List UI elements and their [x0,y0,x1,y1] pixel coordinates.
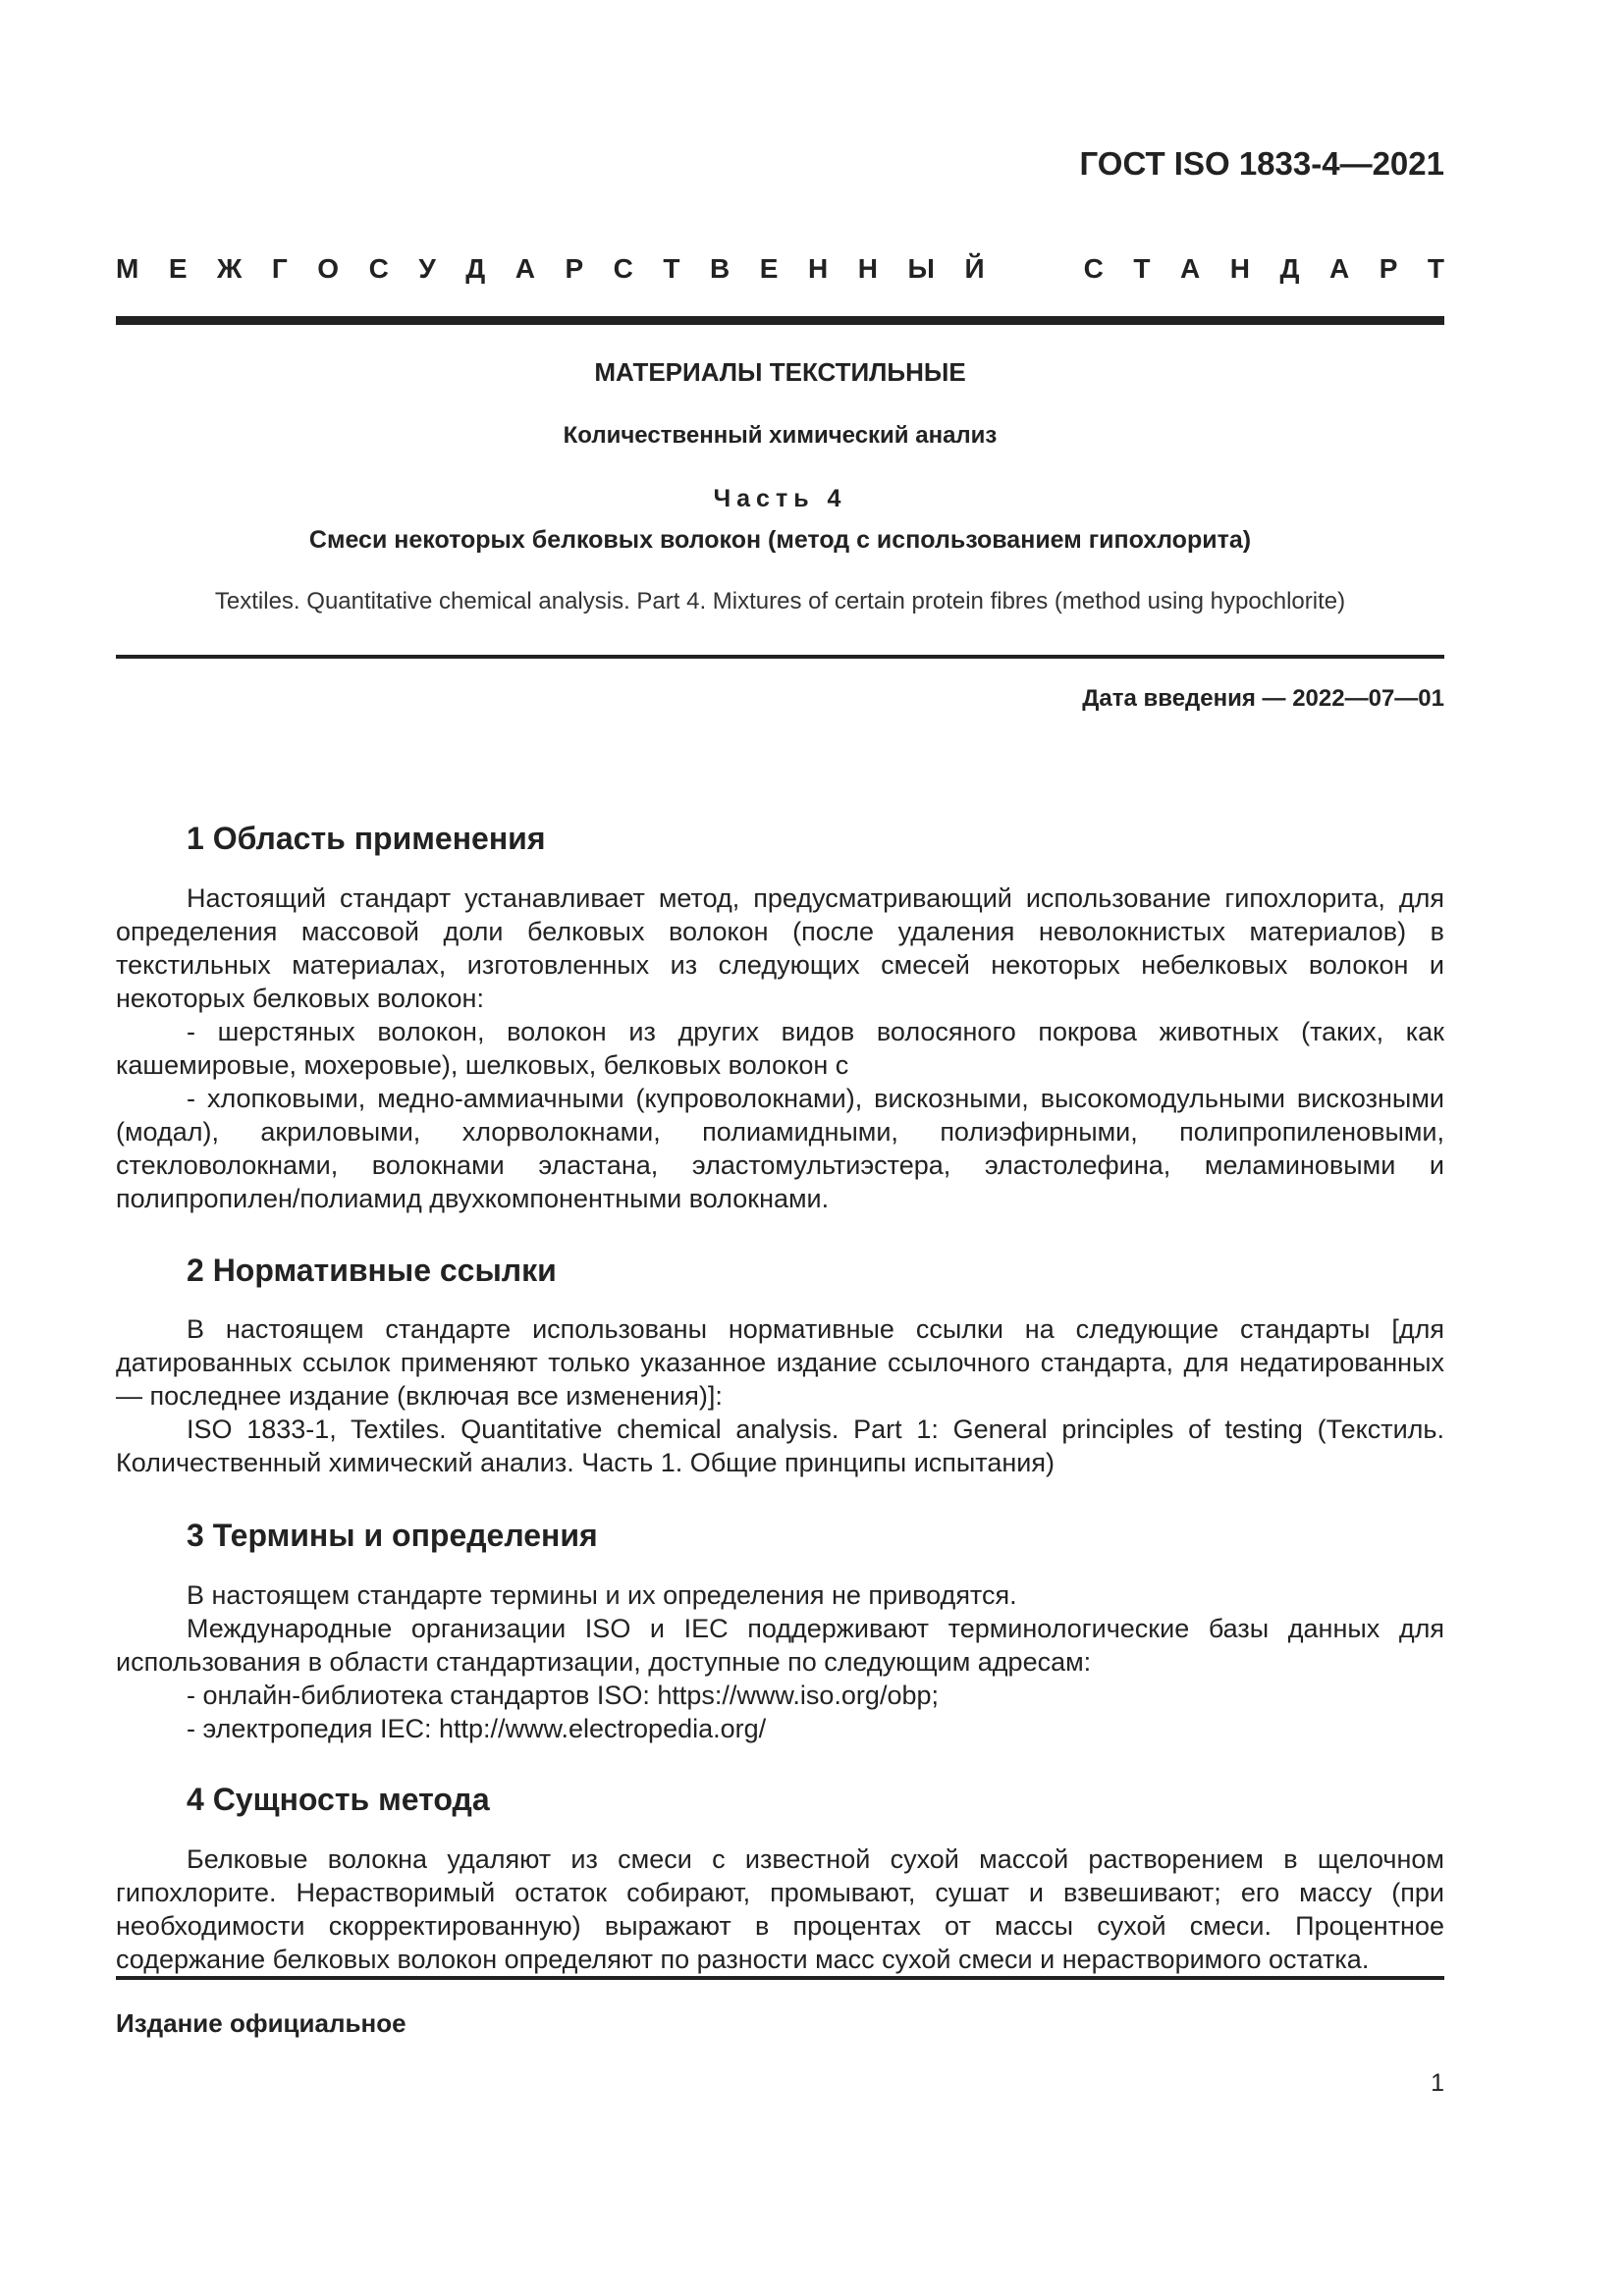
title-rule [116,655,1444,659]
paragraph: Международные организации ISO и IEC поддерживают терминологические базы данных для использования в области стандартизации, доступные по следующим адресам: [116,1614,1444,1677]
document-part-title: Смеси некоторых белковых волокон (метод с использованием гипохлорита) [308,526,1252,554]
section-body [116,881,1444,1215]
category-gap [1014,253,1054,285]
category-letter: Ж [217,253,243,284]
document-subtitle: Количественный химический анализ [563,422,998,449]
section-heading: 4 Сущность метода [187,1782,490,1817]
paragraph: - хлопковыми, медно-аммиачными (купроволокнами), вискозными, высокомодульными вискозными (модал), акриловыми, хлорволокнами, полиамидными, полиэфирными, полипропиленовыми, стекловолокнами, волокнами эластана, эластомультиэстера, эластолефина, меламиновыми и полипропилен/полиамид двухкомпонентными волокнами. [116,1084,1444,1213]
section-body [116,1842,1444,1976]
category-letter: Р [565,253,584,284]
category-letter: Д [465,253,486,284]
document-part: Часть 4 [713,485,847,512]
category-letter: Ы [907,253,935,284]
category-letter: Т [1133,253,1151,284]
category-letter: У [418,253,436,284]
paragraph: Настоящий стандарт устанавливает метод, предусматривающий использование гипохлорита, для определения массовой доли белковых волокон (после удаления неволокнистых материалов) в текстильных материалах, изготовленных из следующих смесей некоторых небелковых волокон и некоторых белковых волокон: [116,883,1444,1013]
paragraph: ISO 1833-1, Textiles. Quantitative chemical analysis. Part 1: General principles of testing (Текстиль. Количественный химический анализ. Часть 1. Общие принципы испытания) [116,1415,1444,1477]
category-letter: Е [168,253,188,284]
edition-label: Издание официальное [116,2008,406,2038]
paragraph: В настоящем стандарте термины и их определения не приводятся. [187,1580,1017,1610]
category-letter: Р [1379,253,1398,284]
category-letter: Т [1427,253,1444,284]
category-letter: А [1328,253,1350,284]
document-number: ГОСТ ISO 1833-4—2021 [1079,145,1444,182]
category-letter: Д [1279,253,1300,284]
category-letter: А [514,253,535,284]
category-letter: С [613,253,633,284]
introduction-date: Дата введения — 2022—07—01 [1082,685,1444,712]
category-letter: С [1083,253,1104,284]
paragraph: В настоящем стандарте использованы нормативные ссылки на следующие стандарты [для датированных ссылок применяют только указанное издание ссылочного стандарта, для недатированных — последнее издание (включая все изменения)]: [116,1314,1444,1411]
category-letter: Й [964,253,985,284]
header-rule [116,316,1444,325]
category-letter: Г [271,253,288,284]
document-english-title: Textiles. Quantitative chemical analysis. Part 4. Mixtures of certain protein fibres (method using hypochlorite) [214,588,1346,614]
paragraph: - онлайн-библиотека стандартов ISO: https://www.iso.org/obp; [187,1681,939,1710]
paragraph: - электропедия IEC: http://www.electropedia.org/ [187,1714,767,1743]
paragraph: Белковые волокна удаляют из смеси с известной сухой массой растворением в щелочном гипохлорите. Нерастворимый остаток собирают, промывают, сушат и взвешивают; его массу (при необходимости скорректированную) выражают в процентах от массы сухой смеси. Процентное содержание белковых волокон определяют по разности масс сухой смеси и нерастворимого остатка. [116,1844,1444,1974]
category-letter: А [1179,253,1201,284]
section-body [116,1578,1444,1745]
category-letter: О [317,253,340,284]
category-letter: Т [663,253,680,284]
document-title: МАТЕРИАЛЫ ТЕКСТИЛЬНЫЕ [594,357,966,387]
category-letter: Е [759,253,779,284]
category-letter: С [368,253,389,284]
section-body [116,1312,1444,1479]
category-letter: Н [808,253,829,284]
category-letter: М [116,253,139,284]
footer-rule [116,1976,1444,1980]
category-letter: В [710,253,731,284]
page-number: 1 [1431,2069,1444,2097]
section-heading: 3 Термины и определения [187,1518,598,1553]
section-heading: 2 Нормативные ссылки [187,1253,557,1288]
paragraph: - шерстяных волокон, волокон из других видов волосяного покрова животных (таких, как кашемировые, мохеровые), шелковых, белковых волокон с [116,1017,1444,1080]
category-letter: Н [857,253,878,284]
standard-category [116,253,1444,285]
section-heading: 1 Область применения [187,821,546,856]
category-letter: Н [1229,253,1250,284]
